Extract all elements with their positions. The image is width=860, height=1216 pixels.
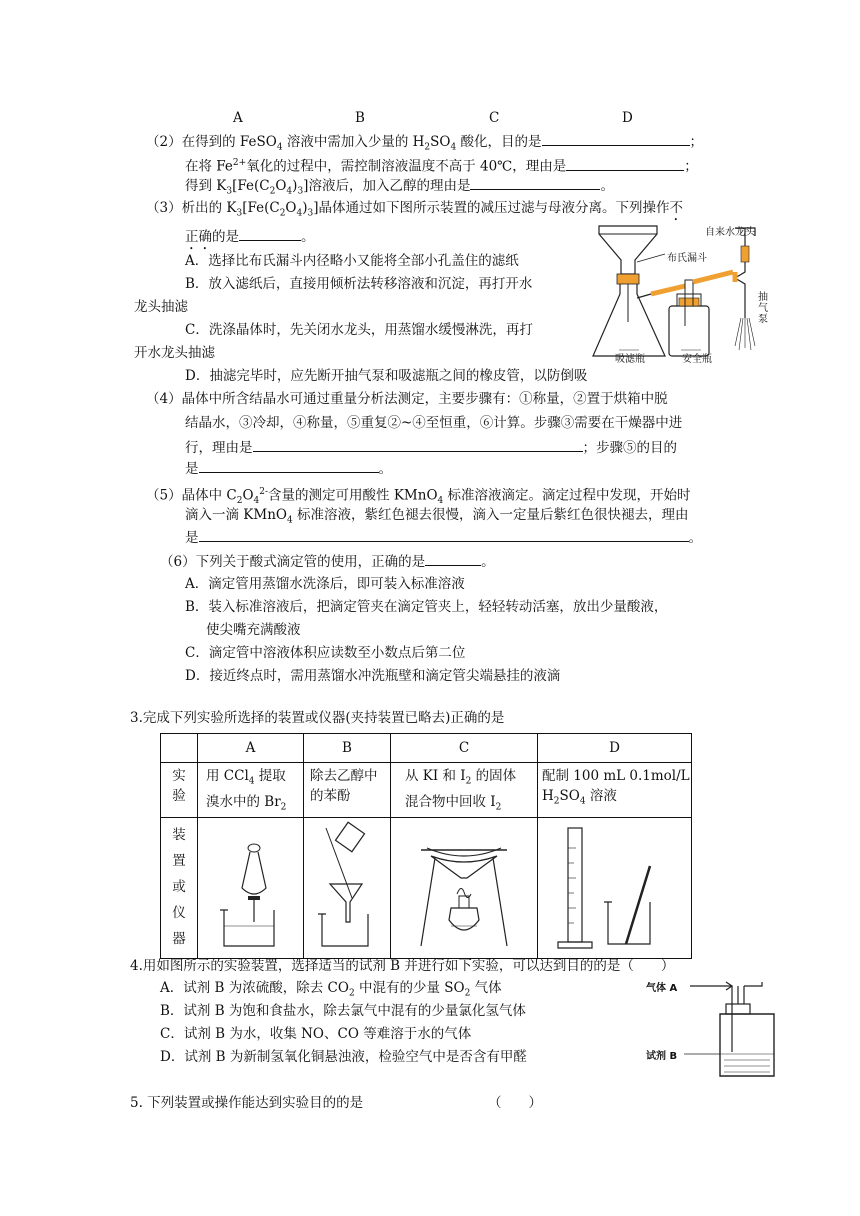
- q5-line1: （5）晶体中 $C_2O_4^{2-}$含量的测定可用酸性 KMnO$_4$ 标准溶液滴定。滴定过程中发现，开始时: [146, 487, 691, 507]
- q3-opt-c-2: 开水龙头抽滤: [134, 345, 215, 361]
- separatory-funnel-icon: [198, 818, 303, 952]
- vacuum-filtration-diagram: [585, 222, 775, 366]
- q5b-stem: 5. 下列装置或操作能达到实验目的的是: [130, 1095, 364, 1111]
- q3-opt-b-1: B．放入滤纸后，直接用倾析法转移溶液和沉淀，再打开水: [185, 276, 533, 292]
- label-reagent-b: 试剂 B: [646, 1051, 678, 1062]
- q5b-paren: （ ）: [488, 1095, 542, 1111]
- q4b-opt-d: D．试剂 B 为新制氢氧化铜悬浊液，检验空气中是否含有甲醛: [160, 1049, 527, 1065]
- q3-opt-c-1: C．洗涤晶体时，先关闭水龙头，用蒸馏水缓慢淋洗，再打: [185, 322, 533, 338]
- cell-b-experiment: 除去乙醇中 的苯酚: [304, 763, 391, 818]
- q6-stem: （6）下列关于酸式滴定管的使用，正确的是 。: [160, 551, 495, 572]
- option-letter-a: A: [233, 110, 243, 126]
- label-gas-a: 气体 A: [646, 983, 678, 994]
- q4-line4: 是 。: [185, 458, 392, 479]
- option-letter-b: B: [355, 110, 365, 126]
- sublimation-icon: [391, 818, 537, 952]
- col-header-a: A: [198, 734, 304, 763]
- cell-d-apparatus: [538, 818, 692, 959]
- cell-d-experiment: 配制 100 mL 0.1mol/L $H_2SO_4$ 溶液: [538, 763, 692, 818]
- answer-blank[interactable]: [425, 551, 481, 566]
- q6-opt-a: A．滴定管用蒸馏水洗涤后，即可装入标准溶液: [185, 576, 465, 592]
- q4-line2: 结晶水，③冷却，④称量，⑤重复②~④至恒重，⑥计算。步骤③需要在干燥器中进: [185, 415, 683, 431]
- q3-opt-d: D．抽滤完毕时，应先断开抽气泵和吸滤瓶之间的橡皮管，以防倒吸: [185, 368, 588, 384]
- q4-line3: 行，理由是 ；步骤⑤的目的: [185, 437, 677, 458]
- q6-opt-b-2: 使尖嘴充满酸液: [206, 622, 301, 638]
- label-buchner-funnel: 布氏漏斗: [667, 253, 707, 264]
- q3-line1: （3）析出的 $K_3[Fe(C_2O_4)_3]$晶体通过如下图所示装置的减压过滤与母液分离。下列操作不: [146, 200, 684, 219]
- option-letter-d: D: [622, 110, 633, 126]
- q3-line2: 正确的是 。: [185, 226, 315, 253]
- q6-opt-d: D．接近终点时，需用蒸馏水冲洗瓶壁和滴定管尖端悬挂的液滴: [185, 668, 561, 684]
- label-safety-bottle: 安全瓶: [682, 354, 712, 365]
- q3-opt-b-2: 龙头抽滤: [134, 299, 188, 315]
- answer-blank[interactable]: [199, 458, 379, 473]
- answer-blank[interactable]: [470, 175, 600, 190]
- q4-line1: （4）晶体中所含结晶水可通过重量分析法测定，主要步骤有：①称量，②置于烘箱中脱: [146, 391, 668, 407]
- filtration-icon: [304, 818, 390, 952]
- row-label-experiment: 实 验: [161, 763, 198, 818]
- cell-c-experiment: 从 KI 和 $I_2$ 的固体 混合物中回收 $I_2$: [391, 763, 538, 818]
- cell-b-apparatus: [304, 818, 391, 959]
- cell-c-apparatus: [391, 818, 538, 959]
- q4b-opt-c: C．试剂 B 为水，收集 NO、CO 等难溶于水的气体: [160, 1026, 472, 1042]
- label-filter-flask: 吸滤瓶: [615, 354, 645, 365]
- col-header-d: D: [538, 734, 692, 763]
- q5-line2: 滴入一滴 KMnO$_4$ 标准溶液，紫红色褪去很慢，滴入一定量后紫红色很快褪去，理由: [185, 507, 689, 526]
- gas-washing-bottle-diagram: [640, 980, 780, 1080]
- answer-blank[interactable]: [542, 131, 690, 146]
- col-header-b: B: [304, 734, 391, 763]
- q3-opt-a: A．选择比布氏漏斗内径略小又能将全部小孔盖住的滤纸: [185, 253, 519, 269]
- q4b-opt-a: A．试剂 B 为浓硫酸，除去 $CO_2$ 中混有的少量 $SO_2$ 气体: [160, 980, 502, 999]
- row-label-apparatus: 装 置 或 仪 器: [161, 818, 198, 959]
- q4b-opt-b: B．试剂 B 为饱和食盐水，除去氯气中混有的少量氯化氢气体: [160, 1003, 526, 1019]
- label-tap: 自来水龙头: [705, 227, 755, 238]
- q2-line2: 在将 $Fe^{2+}$氧化的过程中，需控制溶液温度不高于 40℃，理由是 ；: [185, 153, 698, 177]
- q2-line1: （2）在得到的 FeSO$_4$ 溶液中需加入少量的 $H_2SO_4$ 酸化，目的是 ；: [146, 131, 703, 158]
- answer-blank[interactable]: [253, 437, 583, 452]
- col-header-c: C: [391, 734, 538, 763]
- cell-a-apparatus: [198, 818, 304, 959]
- cell-a-experiment: 用 CCl$_4$ 提取 溴水中的 $Br_2$: [198, 763, 304, 818]
- answer-blank[interactable]: [566, 156, 684, 171]
- q2-line3: 得到 $K_3[Fe(C_2O_4)_3]$溶液后，加入乙醇的理由是 。: [185, 175, 614, 202]
- experiment-table: [160, 733, 692, 959]
- label-pump: 抽气泵: [758, 292, 768, 325]
- q3b-stem: 3.完成下列实验所选择的装置或仪器(夹持装置已略去)正确的是: [130, 710, 505, 726]
- option-letter-c: C: [489, 110, 500, 126]
- q5-line3: 是 。: [185, 527, 702, 548]
- q4b-stem: 4.用如图所示的实验装置，选择适当的试剂 B 并进行如下实验，可以达到目的的是（ ）: [130, 958, 675, 974]
- answer-blank[interactable]: [239, 226, 301, 241]
- cylinder-beaker-icon: [538, 818, 691, 952]
- answer-blank[interactable]: [199, 527, 689, 542]
- q6-opt-c: C．滴定管中溶液体积应读数至小数点后第二位: [185, 645, 466, 661]
- q6-opt-b-1: B．装入标准溶液后，把滴定管夹在滴定管夹上，轻轻转动活塞，放出少量酸液，: [185, 599, 668, 615]
